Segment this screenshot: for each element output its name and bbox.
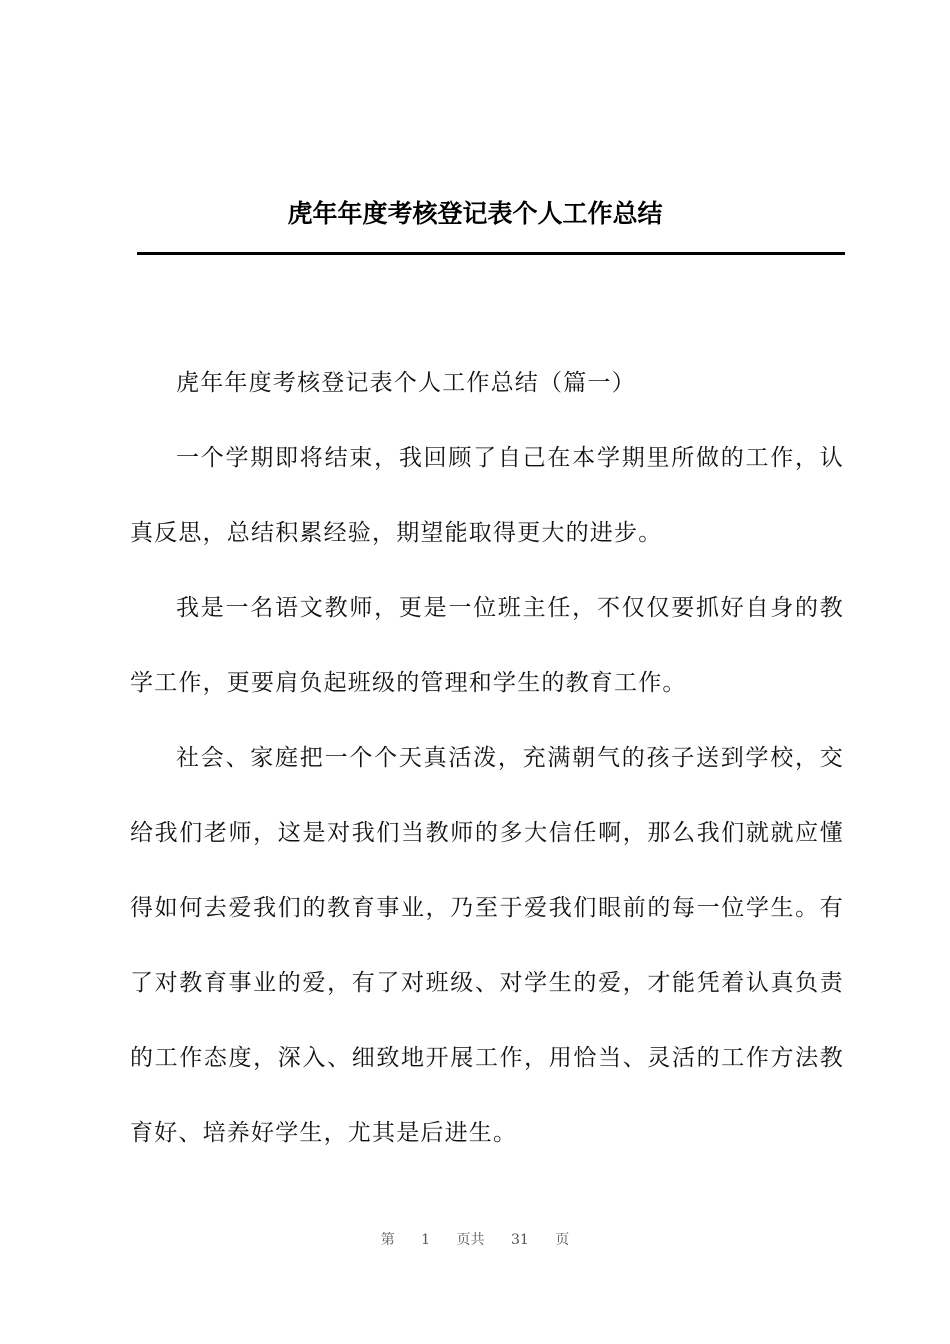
section-heading: 虎年年度考核登记表个人工作总结（篇一） xyxy=(176,370,636,396)
body-paragraph: 社会、家庭把一个个天真活泼，充满朝气的孩子送到学校，交给我们老师，这是对我们当教师的多大信任啊，那么我们就就应懂得如何去爱我们的教育事业，乃至于爱我们眼前的每一位学生。有了对教育事业的爱，有了对班级、对学生的爱，才能凭着认真负责的工作态度，深入、细致地开展工作，用恰当、灵活的工作方法教育好、培养好学生，尤其是后进生。 xyxy=(130,745,844,1146)
document-body xyxy=(130,346,844,1171)
body-paragraph: 我是一名语文教师，更是一位班主任，不仅仅要抓好自身的教学工作，更要肩负起班级的管理和学生的教育工作。 xyxy=(130,595,844,696)
page-label-suffix: 页 xyxy=(555,1232,570,1248)
page-label-prefix: 第 xyxy=(380,1232,395,1248)
page-number: 1 xyxy=(421,1232,431,1248)
page-footer xyxy=(0,1228,950,1252)
document-title: 虎年年度考核登记表个人工作总结 xyxy=(287,199,663,228)
title-divider xyxy=(137,252,845,255)
page-label-mid: 页共 xyxy=(456,1232,485,1248)
body-paragraph: 一个学期即将结束，我回顾了自己在本学期里所做的工作，认真反思，总结积累经验，期望能取得更大的进步。 xyxy=(130,445,844,546)
total-pages: 31 xyxy=(511,1232,529,1248)
